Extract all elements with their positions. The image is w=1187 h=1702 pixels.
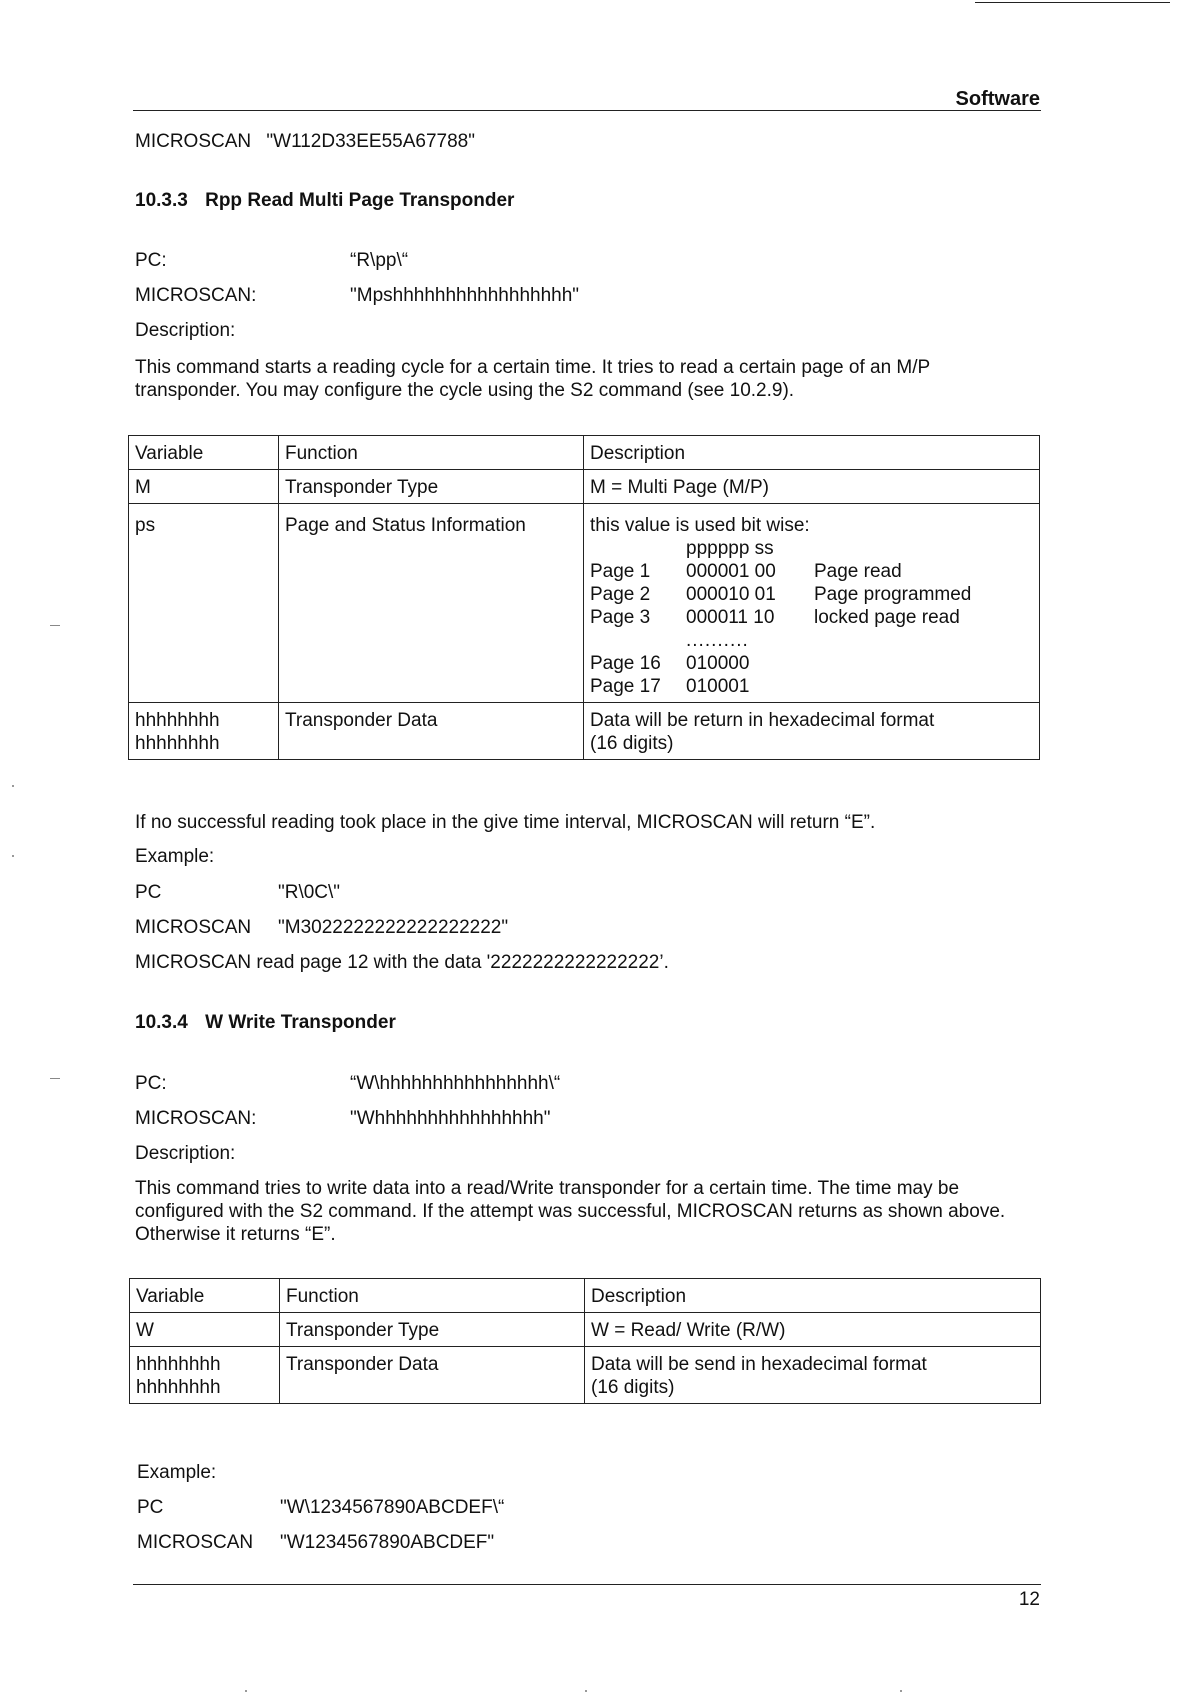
page-bits: 000001 00 [686, 561, 776, 582]
row-m-function: Transponder Type [279, 470, 584, 504]
scan-edge-line [975, 2, 1170, 3]
heading-title: W Write Transponder [205, 1012, 396, 1033]
rpp-variable-table [128, 435, 1040, 760]
table-header-row [130, 1279, 1041, 1313]
scan-speck [245, 1690, 247, 1692]
page-label: Page 3 [590, 607, 651, 628]
pc-value: “W\hhhhhhhhhhhhhhhh\“ [350, 1073, 561, 1094]
header-variable: Variable [130, 1279, 280, 1313]
scan-speck [585, 1690, 587, 1692]
variable-line: hhhhhhhh [135, 733, 220, 754]
variable-line: hhhhhhhh [136, 1354, 221, 1375]
row-w-variable: W [130, 1313, 280, 1347]
microscan-value: "Whhhhhhhhhhhhhhhh" [350, 1108, 551, 1129]
row-data-description [584, 703, 1040, 760]
table-row [129, 504, 1040, 703]
page-label: Page 2 [590, 584, 651, 605]
example-label: Example: [137, 1462, 217, 1483]
page-number: 12 [1018, 1589, 1040, 1610]
page-meaning: Page programmed [814, 584, 972, 605]
variable-line: hhhhhhhh [135, 710, 220, 731]
example-microscan-label: MICROSCAN [135, 917, 252, 938]
row-ps-function: Page and Status Information [279, 504, 584, 703]
description-line: (16 digits) [590, 733, 674, 754]
page-bits: 000010 01 [686, 584, 776, 605]
description-line: Data will be send in hexadecimal format [591, 1354, 927, 1375]
example-label: Example: [135, 846, 215, 867]
description-line: Data will be return in hexadecimal format [590, 710, 935, 731]
header-description: Description [584, 436, 1040, 470]
bits-header: pppppp ss [686, 538, 774, 559]
heading-title: Rpp Read Multi Page Transponder [205, 190, 515, 211]
table-row [129, 703, 1040, 760]
row-ps-variable: ps [129, 504, 279, 703]
example-note: MICROSCAN read page 12 with the data '2222222222222222’. [135, 952, 669, 973]
description-label: Description: [135, 320, 236, 341]
bitwise-intro: this value is used bit wise: [590, 515, 810, 536]
header-variable: Variable [129, 436, 279, 470]
table-row [129, 470, 1040, 504]
table-row [130, 1347, 1041, 1404]
page-label: Page 17 [590, 676, 661, 697]
example-microscan-value: "M3022222222222222222" [278, 917, 509, 938]
header-rule [133, 110, 1041, 111]
pc-label: PC: [135, 1073, 167, 1094]
microscan-value: "Mpshhhhhhhhhhhhhhhhh" [350, 285, 580, 306]
example-microscan-value: "W1234567890ABCDEF" [280, 1532, 495, 1553]
page-bits: 010001 [686, 676, 750, 697]
page-bits: 010000 [686, 653, 750, 674]
heading-number: 10.3.3 [135, 190, 188, 211]
row-data-variable [130, 1347, 280, 1404]
bit-table [590, 537, 1033, 698]
example-pc-label: PC [137, 1497, 164, 1518]
row-ps-description [584, 504, 1040, 703]
description-text: This command starts a reading cycle for a certain time. It tries to read a certain page of an M/P transponder. You may configure the cycle using the S2 command (see 10.2.9). [135, 357, 930, 401]
header-section-title: Software [955, 88, 1040, 110]
example-pc-value: "R\0C\" [278, 882, 341, 903]
description-text: This command tries to write data into a read/Write transponder for a certain time. The time may be configured with the S2 command. If the attempt was successful, MICROSCAN returns as shown above. Otherwise it returns “E”. [135, 1178, 1006, 1245]
top-microscan-line [135, 131, 475, 153]
page-meaning: Page read [814, 561, 902, 582]
microscan-label: MICROSCAN: [135, 285, 257, 306]
top-microscan-label: MICROSCAN [135, 131, 252, 152]
example-pc-label: PC [135, 882, 162, 903]
header-function: Function [279, 436, 584, 470]
heading-number: 10.3.4 [135, 1012, 188, 1033]
row-w-function: Transponder Type [280, 1313, 585, 1347]
row-w-description: W = Read/ Write (R/W) [585, 1313, 1041, 1347]
row-m-variable: M [129, 470, 279, 504]
table-row [130, 1313, 1041, 1347]
scan-mark [50, 625, 60, 626]
microscan-label: MICROSCAN: [135, 1108, 257, 1129]
write-variable-table [129, 1278, 1041, 1404]
footer-rule [133, 1584, 1041, 1585]
scan-mark [50, 1078, 60, 1079]
row-data-variable [129, 703, 279, 760]
row-data-description [585, 1347, 1041, 1404]
section-heading-10-3-4 [135, 1012, 396, 1034]
scan-speck [900, 1690, 902, 1692]
top-microscan-value: "W112D33EE55A67788" [266, 131, 475, 152]
pc-value: “R\pp\“ [350, 250, 409, 271]
row-data-function: Transponder Data [279, 703, 584, 760]
section-heading-10-3-3 [135, 190, 514, 212]
variable-line: hhhhhhhh [136, 1377, 221, 1398]
table-header-row [129, 436, 1040, 470]
row-m-description: M = Multi Page (M/P) [584, 470, 1040, 504]
example-microscan-label: MICROSCAN [137, 1532, 254, 1553]
pc-label: PC: [135, 250, 167, 271]
page-meaning: locked page read [814, 607, 960, 628]
header-description: Description [585, 1279, 1041, 1313]
description-line: (16 digits) [591, 1377, 675, 1398]
ellipsis: .......... [686, 630, 749, 651]
page-label: Page 1 [590, 561, 651, 582]
description-label: Description: [135, 1143, 236, 1164]
page-bits: 000011 10 [686, 607, 775, 628]
scan-speck [12, 855, 14, 857]
header-function: Function [280, 1279, 585, 1313]
page-label: Page 16 [590, 653, 661, 674]
row-data-function: Transponder Data [280, 1347, 585, 1404]
example-pc-value: "W\1234567890ABCDEF\“ [280, 1497, 505, 1518]
no-read-text: If no successful reading took place in the give time interval, MICROSCAN will return “E”. [135, 812, 876, 833]
scan-speck [12, 785, 14, 787]
